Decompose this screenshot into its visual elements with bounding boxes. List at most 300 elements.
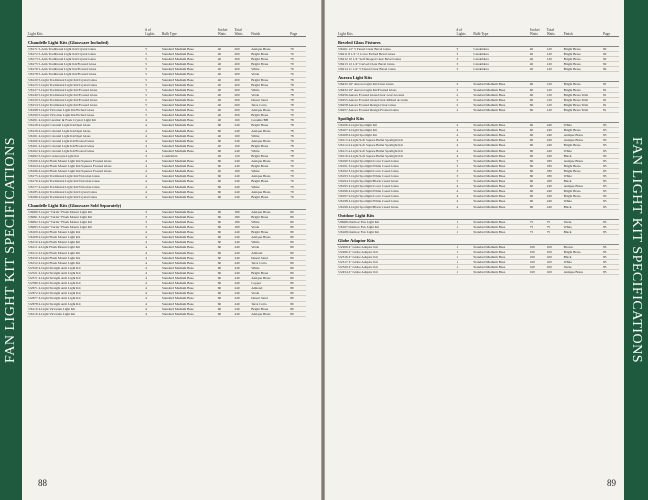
cell-item: •26091 3-Light "Turtle" Flush Mount Light Kit xyxy=(27,214,144,219)
cell-bulb: Standard Medium Base xyxy=(161,97,217,102)
cell-page: 83 xyxy=(602,133,619,138)
cell-total-watts: 240 xyxy=(233,296,250,301)
cell-total-watts: 240 xyxy=(233,260,250,265)
cell-total-watts: 100 xyxy=(546,260,563,265)
table-row xyxy=(337,102,619,107)
cell-total-watts: 200 xyxy=(233,103,250,108)
cell-bulb: Standard Medium Base xyxy=(161,159,217,164)
cell-page: 79 xyxy=(289,113,306,118)
cell-socket-watts: 60 xyxy=(217,164,234,169)
cell-finish: Bright Brass xyxy=(563,128,602,133)
cell-total-watts: 240 xyxy=(546,194,563,199)
cell-bulb: Standard Medium Base xyxy=(161,123,217,128)
cell-socket-watts: 60 xyxy=(529,204,546,209)
table-row xyxy=(27,153,306,158)
cell-socket-watts: 60 xyxy=(529,168,546,173)
cell-lights: 4 xyxy=(144,311,161,316)
cell-page: 79 xyxy=(289,174,306,179)
cell-socket-watts: 60 xyxy=(529,158,546,163)
cell-page: 83 xyxy=(602,173,619,178)
cell-finish: Black xyxy=(563,255,602,260)
section-title: Beveled Glass Fixtures xyxy=(337,37,619,47)
table-row xyxy=(27,159,306,164)
cell-item: •26214 11 1/4" 5 Tiered Clear Bevel Glass xyxy=(337,67,455,72)
cell-finish: Antique Brass xyxy=(250,276,289,281)
cell-total-watts: 240 xyxy=(233,265,250,270)
cell-item: •22672 4-Light Straight Arm Light Kit xyxy=(27,291,144,296)
cell-total-watts: 240 xyxy=(233,250,250,255)
cell-finish: Bright Brass xyxy=(250,62,289,67)
cell-finish: Almond xyxy=(250,250,289,255)
cell-total-watts: 120 xyxy=(546,52,563,57)
table-row xyxy=(337,168,619,173)
table-row xyxy=(337,143,619,148)
cell-lights: 4 xyxy=(144,250,161,255)
cell-item: •26256 Aurora Frosted Glass/Clear Leaf Accents xyxy=(337,92,455,97)
table-row xyxy=(27,255,306,260)
cell-finish: Verde xyxy=(563,219,602,224)
cell-finish: Antique Brass xyxy=(250,235,289,240)
cell-finish: Antique Brass xyxy=(250,159,289,164)
cell-finish: Bright Brass xyxy=(250,230,289,235)
cell-lights: 4 xyxy=(144,189,161,194)
cell-total-watts: 240 xyxy=(546,148,563,153)
cell-total-watts: 180 xyxy=(546,173,563,178)
cell-finish: Antique Brass xyxy=(250,128,289,133)
cell-finish: Bright Brass xyxy=(563,62,602,67)
cell-lights: 3 xyxy=(144,220,161,225)
cell-socket-watts: 40 xyxy=(217,92,234,97)
cell-finish: Antique Brass xyxy=(250,108,289,113)
cell-socket-watts: 60 xyxy=(217,250,234,255)
cell-item: •26125 5-Light Traditional Light Kit/Crystal Glass xyxy=(27,82,144,87)
cell-finish: Bright Brass xyxy=(563,250,602,255)
cell-total-watts: 180 xyxy=(546,168,563,173)
cell-total-watts: 240 xyxy=(546,153,563,158)
cell-page: 83 xyxy=(602,204,619,209)
section-header xyxy=(337,234,619,244)
cell-socket-watts: 75 xyxy=(529,229,546,234)
cell-bulb: Standard Medium Base xyxy=(472,143,528,148)
cell-lights: 4 xyxy=(144,235,161,240)
table-row xyxy=(337,158,619,163)
cell-bulb: Candelabra xyxy=(472,47,528,52)
cell-item: •26106 4-Light Spotlight Kit xyxy=(337,123,455,128)
cell-page: 83 xyxy=(602,148,619,153)
cell-bulb: Standard Medium Base xyxy=(161,240,217,245)
cell-page: 80 xyxy=(289,230,306,235)
cell-page: 80 xyxy=(289,250,306,255)
cell-finish: Bright Brass xyxy=(563,67,602,72)
cell-page: 80 xyxy=(289,255,306,260)
cell-page: 80 xyxy=(289,301,306,306)
table-row xyxy=(337,87,619,92)
cell-bulb: Standard Medium Base xyxy=(472,133,528,138)
cell-bulb: Candelabra xyxy=(472,62,528,67)
cell-item: •26188 5-Light Victorian Light Kit/Etched Glass xyxy=(27,108,144,113)
cell-bulb: Standard Medium Base xyxy=(161,260,217,265)
cell-finish: Bright Brass xyxy=(563,57,602,62)
cell-socket-watts: 60 xyxy=(217,276,234,281)
cell-page: 80 xyxy=(289,245,306,250)
header-bulb: Bulb Type xyxy=(161,32,177,36)
cell-socket-watts: 60 xyxy=(217,214,234,219)
cell-page: 78 xyxy=(289,123,306,128)
cell-bulb: Standard Medium Base xyxy=(161,281,217,286)
cell-lights: 3 xyxy=(455,158,472,163)
cell-total-watts: 200 xyxy=(233,92,250,97)
cell-item: •26199 5-Light Victorian Light Kit/Etched Glass xyxy=(27,113,144,118)
cell-lights: 1 xyxy=(455,260,472,265)
cell-item: •26171 5-Arm Traditional Light Kit/Crystal Glass xyxy=(27,47,144,52)
cell-finish: Antique Brass xyxy=(563,133,602,138)
cell-lights: 3 xyxy=(455,168,472,173)
cell-item: •26185 4-Light Traditional Light Kit/Crystal Glass xyxy=(27,189,144,194)
cell-total-watts: 240 xyxy=(233,306,250,311)
cell-item: •26292 3-Light Cornucopia Light Kit xyxy=(27,153,144,158)
cell-finish: White xyxy=(250,67,289,72)
cell-total-watts: 240 xyxy=(546,138,563,143)
cell-socket-watts: 60 xyxy=(529,102,546,107)
cell-lights: 4 xyxy=(144,194,161,199)
table-row xyxy=(27,138,306,143)
section-title: Spotlight Kits xyxy=(337,113,619,123)
spec-table-container xyxy=(27,28,306,317)
cell-page: 80 xyxy=(289,306,306,311)
cell-bulb: Standard Medium Base xyxy=(472,163,528,168)
cell-socket-watts: 60 xyxy=(529,194,546,199)
cell-page: 83 xyxy=(602,163,619,168)
cell-lights: 4 xyxy=(144,123,161,128)
cell-lights: 3 xyxy=(144,225,161,230)
table-row xyxy=(337,92,619,97)
cell-lights: 4 xyxy=(144,281,161,286)
cell-page: 78 xyxy=(289,143,306,148)
cell-bulb: Standard Medium Base xyxy=(472,148,528,153)
table-row xyxy=(337,82,619,87)
cell-bulb: Candelabra xyxy=(472,52,528,57)
table-row xyxy=(27,214,306,219)
cell-item: •26161 4-Light Colonial Light Kit/Frosted Glass xyxy=(27,143,144,148)
cell-total-watts: 240 xyxy=(546,123,563,128)
section-header xyxy=(337,209,619,219)
cell-finish: Black xyxy=(563,229,602,234)
cell-lights: 5 xyxy=(144,77,161,82)
table-row xyxy=(27,143,306,148)
cell-finish: Bright Brass xyxy=(250,143,289,148)
cell-lights: 5 xyxy=(144,67,161,72)
cell-item: •26115 4-Light Soft Square Ballet Spotlight Kit xyxy=(337,148,455,153)
cell-lights: 4 xyxy=(144,118,161,123)
cell-lights: 4 xyxy=(455,123,472,128)
table-row xyxy=(27,57,306,62)
cell-total-watts: 240 xyxy=(233,194,250,199)
cell-finish: White xyxy=(250,240,289,245)
cell-socket-watts: 40 xyxy=(217,72,234,77)
cell-page: 83 xyxy=(602,179,619,184)
cell-bulb: Standard Medium Base xyxy=(161,230,217,235)
cell-total-watts: 240 xyxy=(546,184,563,189)
cell-socket-watts: 40 xyxy=(217,169,234,174)
cell-bulb: Standard Medium Base xyxy=(161,138,217,143)
cell-finish: White xyxy=(250,87,289,92)
cell-page: 83 xyxy=(602,199,619,204)
cell-page: 85 xyxy=(602,265,619,270)
header-socket: Socket Watts xyxy=(529,28,540,36)
cell-page: 79 xyxy=(289,72,306,77)
cell-bulb: Standard Medium Base xyxy=(161,255,217,260)
cell-finish: Bright Brass xyxy=(563,194,602,199)
cell-page: 85 xyxy=(602,255,619,260)
cell-socket-watts: 40 xyxy=(217,57,234,62)
section-header xyxy=(337,113,619,123)
cell-item: •22320 4" Globe Adaptor Kit xyxy=(337,265,455,270)
cell-page: 78 xyxy=(289,82,306,87)
cell-lights: 3 xyxy=(455,179,472,184)
cell-lights: 4 xyxy=(144,148,161,153)
cell-page: 80 xyxy=(289,296,306,301)
cell-bulb: Standard Medium Base xyxy=(472,173,528,178)
table-row xyxy=(27,164,306,169)
cell-lights: 5 xyxy=(144,103,161,108)
section-title: Chandelle Light Kits (Glassware Included) xyxy=(27,37,306,47)
cell-item: •26150 4-Light Flush Mount Light Kit xyxy=(27,255,144,260)
cell-item: •26092 3-Light "Turtle" Flush Mount Light Kit xyxy=(27,220,144,225)
cell-socket-watts: 100 xyxy=(529,270,546,275)
cell-finish: Terra Cotta xyxy=(250,301,289,306)
cell-bulb: Standard Medium Base xyxy=(161,276,217,281)
cell-item: •26176 4-Light Traditional Light Kit/Victorian Glass xyxy=(27,179,144,184)
cell-total-watts: 200 xyxy=(233,77,250,82)
cell-item: •26120 5-Light Traditional Light Kit/Crystal Glass xyxy=(27,77,144,82)
cell-finish: Antique Brass xyxy=(563,138,602,143)
cell-bulb: Standard Medium Base xyxy=(161,296,217,301)
cell-total-watts: 240 xyxy=(233,174,250,179)
cell-item: •26160 4-Light Flush Mount Light Kit/Squares Frosted Glass xyxy=(27,159,144,164)
cell-page: 78 xyxy=(289,133,306,138)
cell-bulb: Standard Medium Base xyxy=(472,184,528,189)
cell-item: •26173 5-Arm Traditional Light Kit/Crystal Glass xyxy=(27,57,144,62)
cell-socket-watts: 100 xyxy=(529,265,546,270)
cell-total-watts: 120 xyxy=(546,87,563,92)
cell-lights: 5 xyxy=(144,62,161,67)
cell-bulb: Standard Medium Base xyxy=(161,220,217,225)
cell-socket-watts: 60 xyxy=(217,230,234,235)
cell-bulb: Candelabra xyxy=(472,57,528,62)
cell-lights: 4 xyxy=(144,143,161,148)
cell-total-watts: 160 xyxy=(233,143,250,148)
cell-page: 81 xyxy=(602,97,619,102)
cell-page: 79 xyxy=(289,164,306,169)
cell-finish: Antique Brass xyxy=(563,158,602,163)
cell-total-watts: 240 xyxy=(233,230,250,235)
cell-page: 78 xyxy=(289,97,306,102)
cell-item: •26129 4-Light Colonial Light Kit/Opal Glass xyxy=(27,128,144,133)
cell-socket-watts: 60 xyxy=(529,123,546,128)
cell-page: 83 xyxy=(602,153,619,158)
cell-bulb: Standard Medium Base xyxy=(161,311,217,316)
cell-page: 80 xyxy=(289,281,306,286)
cell-socket-watts: 60 xyxy=(217,296,234,301)
side-title: FAN LIGHT KIT SPECIFICATIONS xyxy=(3,137,18,363)
cell-lights: 4 xyxy=(144,306,161,311)
cell-socket-watts: 40 xyxy=(217,52,234,57)
cell-finish: White xyxy=(250,220,289,225)
cell-total-watts: 240 xyxy=(233,245,250,250)
table-row xyxy=(27,209,306,214)
table-row xyxy=(27,108,306,113)
cell-bulb: Standard Medium Base xyxy=(161,265,217,270)
cell-page: 80 xyxy=(289,265,306,270)
cell-page: 83 xyxy=(602,123,619,128)
cell-item: •22678 4-Light Straight Arm Light Kit xyxy=(27,301,144,306)
cell-socket-watts: 40 xyxy=(529,52,546,57)
cell-socket-watts: 60 xyxy=(217,148,234,153)
cell-bulb: Standard Medium Base xyxy=(161,235,217,240)
cell-total-watts: 180 xyxy=(546,179,563,184)
cell-lights: 4 xyxy=(455,194,472,199)
cell-finish: Bright Brass xyxy=(250,82,289,87)
cell-item: •26213 12 1/4" Curved Clear Bevel Glass xyxy=(337,62,455,67)
table-row xyxy=(337,163,619,168)
cell-page: 80 xyxy=(289,276,306,281)
cell-bulb: Standard Medium Base xyxy=(161,72,217,77)
cell-page: 85 xyxy=(602,224,619,229)
right-page xyxy=(325,0,648,500)
table-row xyxy=(337,47,619,52)
cell-page: 81 xyxy=(602,102,619,107)
cell-lights: 4 xyxy=(144,174,161,179)
cell-total-watts: 200 xyxy=(233,47,250,52)
cell-page: 79 xyxy=(289,57,306,62)
cell-item: •26108 4-Light Spotlight Kit xyxy=(337,133,455,138)
cell-finish: Verde xyxy=(250,72,289,77)
cell-lights: 3 xyxy=(455,67,472,72)
cell-bulb: Standard Medium Base xyxy=(161,128,217,133)
cell-lights: 2 xyxy=(455,102,472,107)
cell-total-watts: 240 xyxy=(233,301,250,306)
cell-socket-watts: 60 xyxy=(529,143,546,148)
cell-finish: Bright Brass xyxy=(563,47,602,52)
cell-total-watts: 240 xyxy=(546,133,563,138)
cell-finish: Bright Brass xyxy=(563,163,602,168)
cell-finish: Bright Brass xyxy=(563,168,602,173)
cell-total-watts: 100 xyxy=(546,255,563,260)
cell-lights: 4 xyxy=(144,230,161,235)
cell-bulb: Standard Medium Base xyxy=(161,209,217,214)
cell-lights: 5 xyxy=(144,92,161,97)
table-row xyxy=(337,194,619,199)
section-title: Outdoor Light Kits xyxy=(337,209,619,219)
cell-bulb: Standard Medium Base xyxy=(161,184,217,189)
cell-bulb: Candelabra xyxy=(161,153,217,158)
cell-total-watts: 240 xyxy=(233,291,250,296)
cell-item: •22454 4" Globe Adaptor Kit xyxy=(337,270,455,275)
cell-socket-watts: 60 xyxy=(217,311,234,316)
cell-bulb: Standard Medium Base xyxy=(472,102,528,107)
cell-page: 78 xyxy=(289,103,306,108)
cell-bulb: Standard Medium Base xyxy=(161,214,217,219)
cell-page: 85 xyxy=(602,219,619,224)
cell-finish: Antique Brass xyxy=(250,138,289,143)
cell-bulb: Standard Medium Base xyxy=(472,107,528,112)
cell-total-watts: 240 xyxy=(233,255,250,260)
table-row xyxy=(27,47,306,52)
cell-finish: White xyxy=(250,184,289,189)
cell-total-watts: 180 xyxy=(546,163,563,168)
cell-finish: White xyxy=(250,265,289,270)
cell-page: 79 xyxy=(289,194,306,199)
table-row xyxy=(337,57,619,62)
cell-finish: Antique Brass xyxy=(563,184,602,189)
cell-finish: Bright Brass Trim xyxy=(563,102,602,107)
table-row xyxy=(27,128,306,133)
cell-item: •26093 3-Light "Turtle" Flush Mount Light Kit xyxy=(27,225,144,230)
cell-total-watts: 240 xyxy=(546,199,563,204)
cell-total-watts: 120 xyxy=(546,97,563,102)
cell-item: •26257 Aurora Frosted Design Frosted Glass xyxy=(337,107,455,112)
cell-lights: 5 xyxy=(144,82,161,87)
cell-bulb: Standard Medium Base xyxy=(472,229,528,234)
cell-page: 79 xyxy=(289,47,306,52)
cell-total-watts: 120 xyxy=(546,82,563,87)
cell-total-watts: 240 xyxy=(233,281,250,286)
cell-socket-watts: 40 xyxy=(217,67,234,72)
cell-socket-watts: 40 xyxy=(217,62,234,67)
cell-page: 80 xyxy=(289,220,306,225)
cell-page: 80 xyxy=(289,225,306,230)
cell-item: •26116 4-Light Soft Square Ballet Spotlight Kit xyxy=(337,153,455,158)
cell-item: •26161 12" 5 Tiered Clear Bevel Glass xyxy=(337,47,455,52)
cell-lights: 4 xyxy=(144,286,161,291)
cell-page: 79 xyxy=(289,189,306,194)
cell-socket-watts: 40 xyxy=(529,62,546,67)
cell-finish: Bright Brass Trim xyxy=(563,97,602,102)
cell-lights: 3 xyxy=(455,62,472,67)
cell-item: •26100 4-Light Flush Mount Light Kit xyxy=(27,230,144,235)
cell-bulb: Standard Medium Base xyxy=(161,113,217,118)
cell-socket-watts: 40 xyxy=(217,103,234,108)
cell-item: •26196 4-Light Spotlight/White Cased Glass xyxy=(337,189,455,194)
cell-bulb: Standard Medium Base xyxy=(472,244,528,249)
cell-total-watts: 160 xyxy=(233,118,250,123)
cell-socket-watts: 60 xyxy=(217,123,234,128)
cell-page: 79 xyxy=(289,169,306,174)
cell-socket-watts: 40 xyxy=(217,113,234,118)
cell-page: 80 xyxy=(289,214,306,219)
cell-total-watts: 240 xyxy=(233,164,250,169)
cell-item: •26107 4-Light Spotlight Kit xyxy=(337,128,455,133)
cell-finish: White xyxy=(563,199,602,204)
cell-item: •22580 4-Light Straight Arm Light Kit xyxy=(27,281,144,286)
cell-lights: 5 xyxy=(144,47,161,52)
table-row xyxy=(27,189,306,194)
table-row xyxy=(27,118,306,123)
cell-bulb: Standard Medium Base xyxy=(161,57,217,62)
cell-bulb: Standard Medium Base xyxy=(472,128,528,133)
table-row xyxy=(337,62,619,67)
cell-item: •26154 5-Light Traditional Light Kit/Frosted Glass xyxy=(27,103,144,108)
cell-lights: 1 xyxy=(455,244,472,249)
cell-finish: Almond xyxy=(250,286,289,291)
cell-total-watts: 180 xyxy=(233,209,250,214)
cell-socket-watts: 100 xyxy=(529,244,546,249)
cell-finish: White xyxy=(250,169,289,174)
cell-socket-watts: 60 xyxy=(217,265,234,270)
cell-item: •26175 4-Light Traditional Light Kit/Victorian Glass xyxy=(27,174,144,179)
cell-page: 83 xyxy=(602,158,619,163)
cell-page: 78 xyxy=(289,92,306,97)
